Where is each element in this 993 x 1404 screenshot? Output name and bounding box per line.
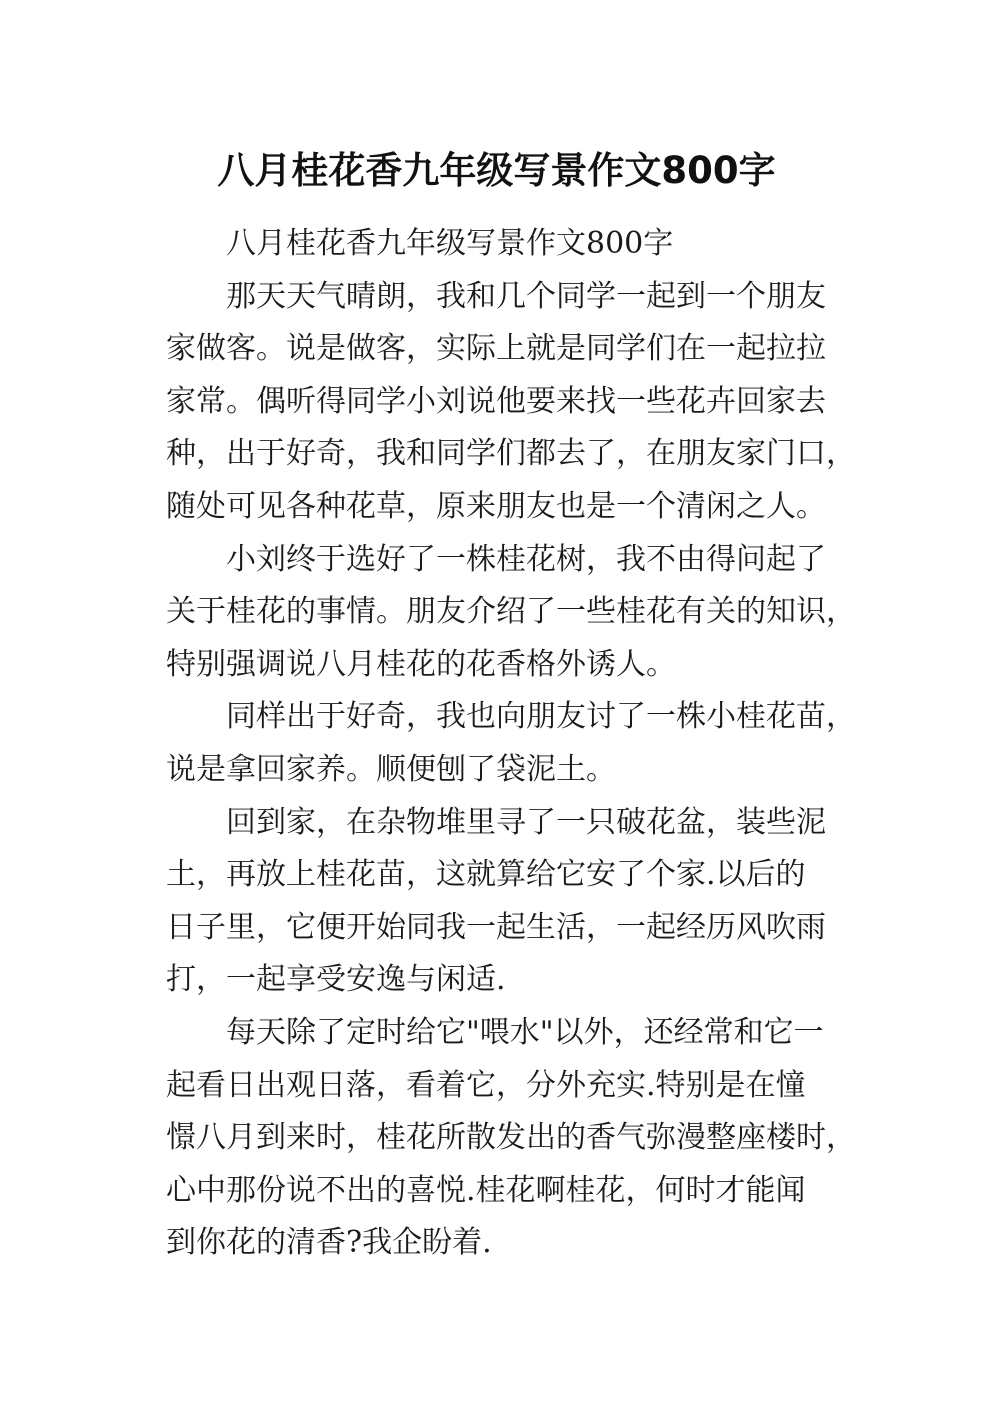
paragraph-line: 那天天气晴朗，我和几个同学一起到一个朋友 (226, 278, 826, 314)
paragraph-3 (166, 691, 856, 796)
paragraph-line: 小刘终于选好了一株桂花树，我不由得问起了 (226, 541, 826, 577)
paragraph-line: 到你花的清香?我企盼着. (166, 1225, 492, 1261)
paragraph-line: 土，再放上桂花苗，这就算给它安了个家.以后的 (166, 857, 806, 893)
paragraph-2 (166, 534, 856, 692)
paragraph-5 (166, 1007, 856, 1270)
paragraph-line: 每天除了定时给它"喂水"以外，还经常和它一 (226, 1014, 824, 1050)
paragraph-line: 回到家，在杂物堆里寻了一只破花盆，装些泥 (226, 804, 826, 840)
document-body (166, 218, 856, 1270)
paragraph-line: 家常。偶听得同学小刘说他要来找一些花卉回家去 (166, 383, 826, 419)
document-title: 八月桂花香九年级写景作文800字 (217, 148, 776, 192)
subtitle-line: 八月桂花香九年级写景作文800字 (226, 226, 674, 261)
paragraph-line: 种，出于好奇，我和同学们都去了，在朋友家门口， (166, 436, 856, 472)
paragraph-line: 同样出于好奇，我也向朋友讨了一株小桂花苗， (226, 699, 856, 735)
paragraph-line: 随处可见各种花草，原来朋友也是一个清闲之人。 (166, 488, 826, 524)
paragraph-line: 家做客。说是做客，实际上就是同学们在一起拉拉 (166, 331, 826, 367)
paragraph-line: 日子里，它便开始同我一起生活，一起经历风吹雨 (166, 909, 826, 945)
document-subtitle (166, 218, 838, 271)
paragraph-line: 打，一起享受安逸与闲适. (166, 962, 506, 998)
paragraph-line: 说是拿回家养。顺便刨了袋泥土。 (166, 751, 616, 787)
paragraph-4 (166, 797, 838, 1007)
paragraph-line: 关于桂花的事情。朋友介绍了一些桂花有关的知识， (166, 594, 856, 630)
paragraph-1 (166, 271, 856, 534)
paragraph-line: 心中那份说不出的喜悦.桂花啊桂花，何时才能闻 (166, 1172, 806, 1208)
paragraph-line: 起看日出观日落，看着它，分外充实.特别是在憧 (166, 1067, 806, 1103)
paragraph-line: 憬八月到来时，桂花所散发出的香气弥漫整座楼时， (166, 1120, 856, 1156)
paragraph-line: 特别强调说八月桂花的花香格外诱人。 (166, 646, 676, 682)
